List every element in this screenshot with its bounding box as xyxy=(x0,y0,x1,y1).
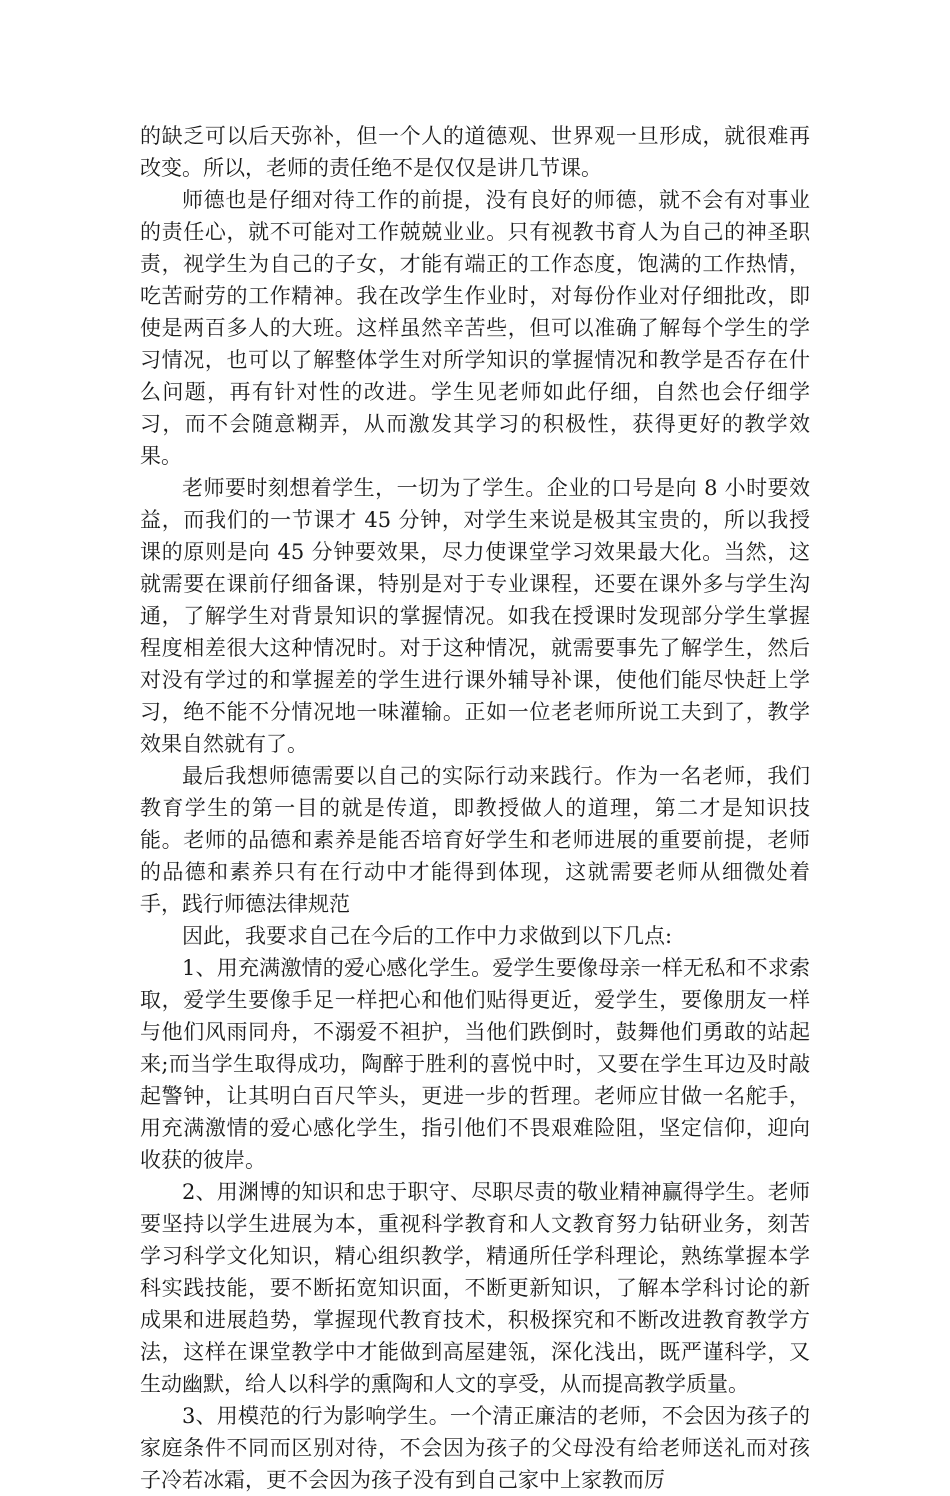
paragraph-point-2: 2、用渊博的知识和忠于职守、尽职尽责的敬业精神赢得学生。老师要坚持以学生进展为本，重视科学教育和人文教育努力钻研业务，刻苦学习科学文化知识，精心组织教学，精通所任学科理论，熟练掌握本学科实践技能，要不断拓宽知识面，不断更新知识，了解本学科讨论的新成果和进展趋势，掌握现代教育技术，积极探究和不断改进教育教学方法，这样在课堂教学中才能做到高屋建瓴，深化浅出，既严谨科学，又生动幽默，给人以科学的熏陶和人文的享受，从而提高教学质量。 xyxy=(140,1180,810,1396)
paragraph-intro-points: 因此，我要求自己在今后的工作中力求做到以下几点: xyxy=(182,924,673,948)
paragraph-teacher-ethics-attitude: 师德也是仔细对待工作的前提，没有良好的师德，就不会有对事业的责任心，就不可能对工作兢兢业业。只有视教书育人为自己的神圣职责，视学生为自己的子女，才能有端正的工作态度，饱满的工作热情，吃苦耐劳的工作精神。我在改学生作业时，对每份作业对仔细批改，即使是两百多人的大班。这样虽然辛苦些，但可以准确了解每个学生的学习情况，也可以了解整体学生对所学知识的掌握情况和教学是否存在什么问题，再有针对性的改进。学生见老师如此仔细，自然也会仔细学习，而不会随意糊弄，从而激发其学习的积极性，获得更好的教学效果。 xyxy=(140,188,810,468)
paragraph-continuation: 的缺乏可以后天弥补，但一个人的道德观、世界观一旦形成，就很难再改变。所以，老师的责任绝不是仅仅是讲几节课。 xyxy=(140,124,810,180)
paragraph-point-3: 3、用模范的行为影响学生。一个清正廉洁的老师，不会因为孩子的家庭条件不同而区别对待，不会因为孩子的父母没有给老师送礼而对孩子冷若冰霜，更不会因为孩子没有到自己家中上家教而厉 xyxy=(140,1404,810,1492)
paragraph-practice-ethics: 最后我想师德需要以自己的实际行动来践行。作为一名老师，我们教育学生的第一目的就是传道，即教授做人的道理，第二才是知识技能。老师的品德和素养是能否培育好学生和老师进展的重要前提，老师的品德和素养只有在行动中才能得到体现，这就需要老师从细微处着手，践行师德法律规范 xyxy=(140,764,810,916)
paragraph-point-1: 1、用充满激情的爱心感化学生。爱学生要像母亲一样无私和不求索取，爱学生要像手足一样把心和他们贴得更近，爱学生，要像朋友一样与他们风雨同舟，不溺爱不袒护，当他们跌倒时，鼓舞他们勇敢的站起来;而当学生取得成功，陶醉于胜利的喜悦中时，又要在学生耳边及时敲起警钟，让其明白百尺竿头，更进一步的哲理。老师应甘做一名舵手，用充满激情的爱心感化学生，指引他们不畏艰难险阻，坚定信仰，迎向收获的彼岸。 xyxy=(140,956,810,1172)
paragraph-for-students: 老师要时刻想着学生，一切为了学生。企业的口号是向 8 小时要效益，而我们的一节课才 45 分钟，对学生来说是极其宝贵的，所以我授课的原则是向 45 分钟要效果，尽力使课堂学习效果最大化。当然，这就需要在课前仔细备课，特别是对于专业课程，还要在课外多与学生沟通，了解学生对背景知识的掌握情况。如我在授课时发现部分学生掌握程度相差很大这种情况时。对于这种情况，就需要事先了解学生，然后对没有学过的和掌握差的学生进行课外辅导补课，使他们能尽快赶上学习，绝不能不分情况地一味灌输。正如一位老老师所说工夫到了，教学效果自然就有了。 xyxy=(140,476,810,756)
document-page xyxy=(140,120,810,1496)
